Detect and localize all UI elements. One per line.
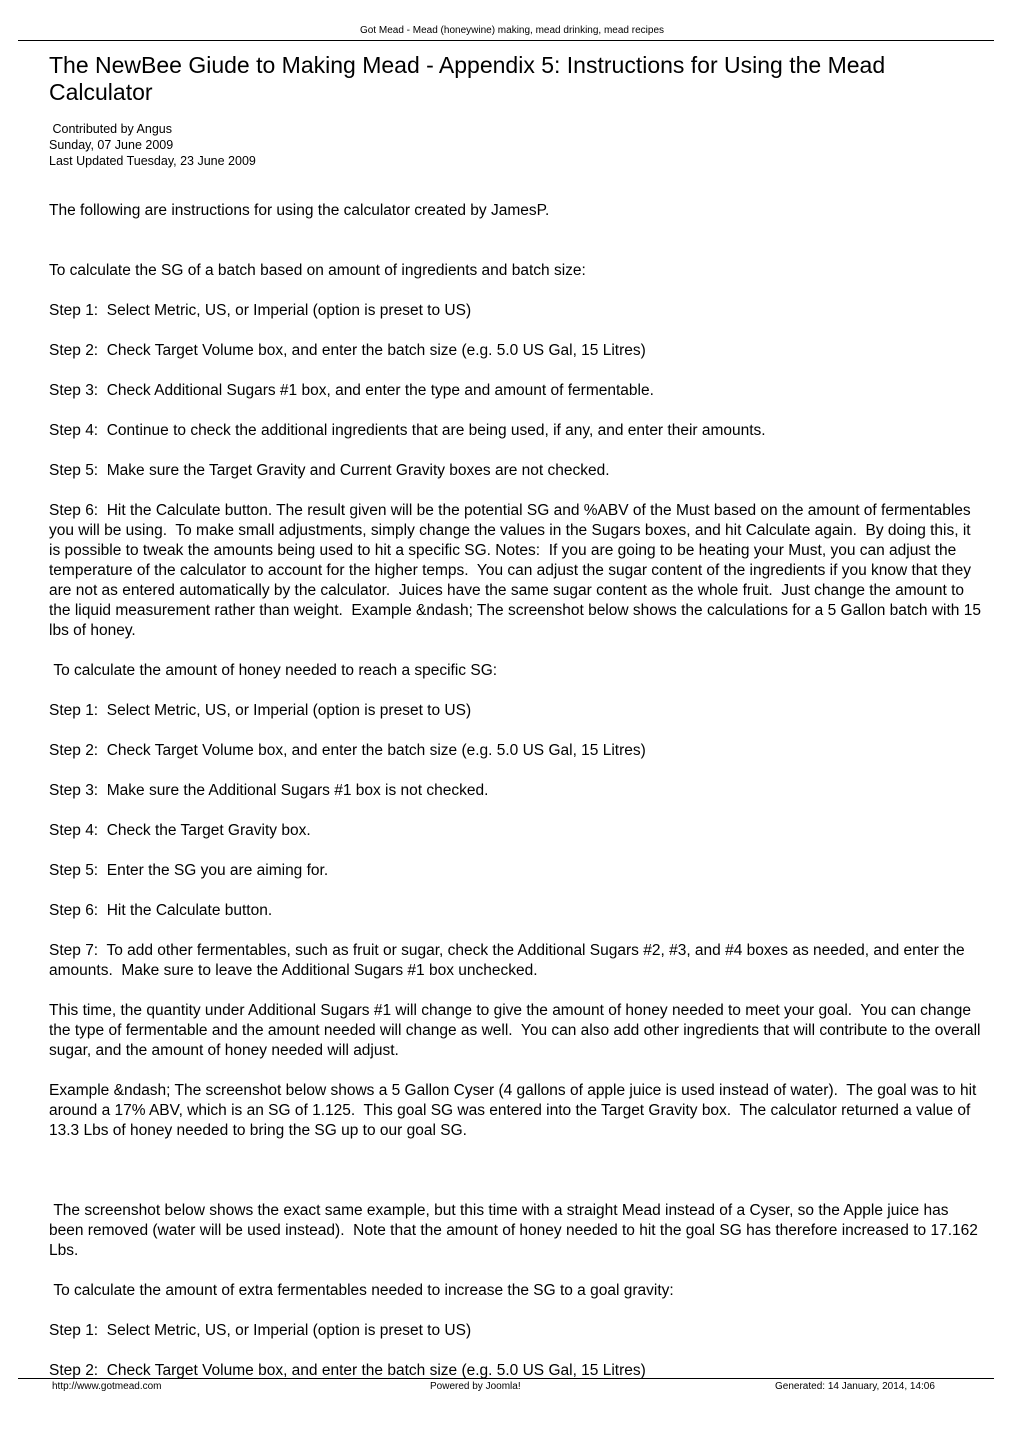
step-paragraph: Step 5: Enter the SG you are aiming for. (49, 862, 329, 879)
step-paragraph: Step 6: Hit the Calculate button. The result given will be the potential SG and %ABV of the Must based on the amount of fermentables you will be using. To make small adjustments, simply change the values in the Sugars boxes, and hit Calculate again. By doing this, it is possible to tweak the amounts being used to hit a specific SG. Notes: If you are going to be heating your Must, you can adjust the temperature of the calculator to account for the higher temps. You can adjust the sugar content of the ingredients if you know that they are not as entered automatically by the calculator. Juices have the same sugar content as the whole fruit. Just change the amount to the liquid measurement rather than weight. Example &ndash; The screenshot below shows the calculations for a 5 Gallon batch with 15 lbs of honey. (49, 502, 986, 639)
step-paragraph: Step 2: Check Target Volume box, and enter the batch size (e.g. 5.0 US Gal, 15 Litres) (49, 342, 646, 359)
step-paragraph: Step 1: Select Metric, US, or Imperial (option is preset to US) (49, 702, 472, 719)
header-divider (18, 40, 994, 41)
article-last-updated: Last Updated Tuesday, 23 June 2009 (49, 154, 256, 168)
step-paragraph: Step 1: Select Metric, US, or Imperial (option is preset to US) (49, 302, 472, 319)
example-paragraph: Example &ndash; The screenshot below shows a 5 Gallon Cyser (4 gallons of apple juice is used instead of water). The goal was to hit around a 17% ABV, which is an SG of 1.125. This goal SG was entered into the Target Gravity box. The calculator returned a value of 13.3 Lbs of honey needed to bring the SG up to our goal SG. (49, 1082, 981, 1139)
footer-powered-by: Powered by Joomla! (430, 1381, 521, 1392)
step-paragraph: Step 3: Make sure the Additional Sugars #1 box is not checked. (49, 782, 489, 799)
step-paragraph: Step 2: Check Target Volume box, and enter the batch size (e.g. 5.0 US Gal, 15 Litres) (49, 742, 646, 759)
article-title: The NewBee Giude to Making Mead - Appendix 5: Instructions for Using the Mead Calculator (49, 52, 886, 105)
section-heading-honey-needed: To calculate the amount of honey needed to reach a specific SG: (49, 662, 498, 679)
step-paragraph: Step 2: Check Target Volume box, and enter the batch size (e.g. 5.0 US Gal, 15 Litres) (49, 1362, 646, 1379)
step-paragraph: Step 1: Select Metric, US, or Imperial (option is preset to US) (49, 1322, 472, 1339)
intro-paragraph: The following are instructions for using the calculator created by JamesP. (49, 202, 550, 219)
step-paragraph: Step 3: Check Additional Sugars #1 box, and enter the type and amount of fermentable. (49, 382, 654, 399)
footer-site-url: http://www.gotmead.com (52, 1381, 162, 1392)
step-paragraph: Step 5: Make sure the Target Gravity and Current Gravity boxes are not checked. (49, 462, 610, 479)
footer-divider (18, 1378, 994, 1379)
body-paragraph: This time, the quantity under Additional Sugars #1 will change to give the amount of honey needed to meet your goal. You can change the type of fermentable and the amount needed will change as well. You can also add other ingredients that will contribute to the overall sugar, and the amount of honey needed will adjust. (49, 1002, 985, 1059)
site-header-title: Got Mead - Mead (honeywine) making, mead drinking, mead recipes (359, 25, 665, 36)
section-heading-extra-fermentables: To calculate the amount of extra fermentables needed to increase the SG to a goal gravity: (49, 1282, 674, 1299)
section-heading-sg-calc: To calculate the SG of a batch based on amount of ingredients and batch size: (49, 262, 586, 279)
step-paragraph: Step 6: Hit the Calculate button. (49, 902, 273, 919)
article-body (49, 201, 984, 1401)
example-paragraph: The screenshot below shows the exact same example, but this time with a straight Mead instead of a Cyser, so the Apple juice has been removed (water will be used instead). Note that the amount of honey needed to hit the goal SG has therefore increased to 17.162 Lbs. (49, 1202, 983, 1259)
page-footer (0, 1381, 1024, 1393)
step-paragraph: Step 7: To add other fermentables, such as fruit or sugar, check the Additional Sugars #2, #3, and #4 boxes as needed, and enter the amounts. Make sure to leave the Additional Sugars #1 box unchecked. (49, 942, 969, 979)
article-date: Sunday, 07 June 2009 (49, 138, 174, 152)
article-meta (49, 121, 256, 169)
footer-generated-date: Generated: 14 January, 2014, 14:06 (775, 1381, 935, 1392)
article-author: Contributed by Angus (49, 122, 172, 136)
step-paragraph: Step 4: Continue to check the additional ingredients that are being used, if any, and enter their amounts. (49, 422, 766, 439)
step-paragraph: Step 4: Check the Target Gravity box. (49, 822, 311, 839)
